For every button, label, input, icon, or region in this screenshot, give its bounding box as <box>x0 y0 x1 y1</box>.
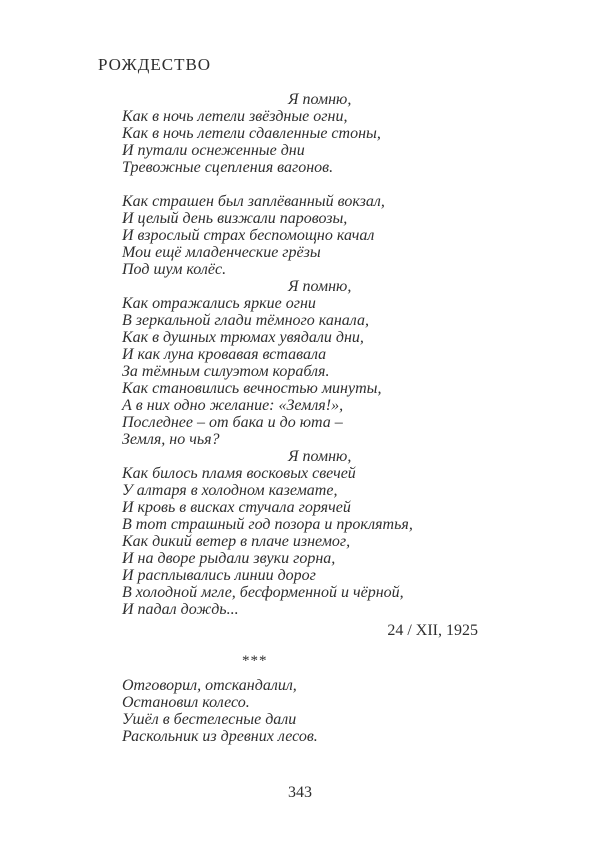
section-separator: *** <box>242 653 268 669</box>
poem-line: Мои ещё младенческие грёзы <box>122 244 321 261</box>
poem-line: И падал дождь... <box>122 601 239 618</box>
poem-line: А в них одно желание: «Земля!», <box>122 397 344 414</box>
poem-line: Как в душных трюмах увядали дни, <box>122 329 364 346</box>
poem-line: Остановил колесо. <box>122 694 250 711</box>
poem-line: Я помню, <box>288 91 352 108</box>
poem-line: В зеркальной глади тёмного канала, <box>122 312 369 329</box>
poem-line: Земля, но чья? <box>122 431 220 448</box>
poem-line: У алтаря в холодном каземате, <box>122 482 338 499</box>
poem-rozhdestvo-body <box>122 91 478 618</box>
poem-line: Как в ночь летели сдавленные стоны, <box>122 125 381 142</box>
poem-line: И на дворе рыдали звуки горна, <box>122 550 336 567</box>
poem-line: Как в ночь летели звёздные огни, <box>122 108 348 125</box>
poem-otgovoril-body <box>122 677 478 745</box>
page-content <box>122 91 478 745</box>
stanza <box>122 677 478 745</box>
poem-line: Последнее – от бака и до юта – <box>122 414 343 431</box>
poem-line: И кровь в висках стучала горячей <box>122 499 351 516</box>
poem-line: Я помню, <box>288 448 352 465</box>
poem-line: Как страшен был заплёванный вокзал, <box>122 193 385 210</box>
poem-line: И целый день визжали паровозы, <box>122 210 348 227</box>
poem-line: И расплывались линии дорог <box>122 567 316 584</box>
poem-line: В тот страшный год позора и проклятья, <box>122 516 413 533</box>
poem-line: Раскольник из древних лесов. <box>122 728 318 745</box>
poem-title: РОЖДЕСТВО <box>98 55 212 74</box>
poem-line: Как дикий ветер в плаче изнемог, <box>122 533 351 550</box>
stanza <box>122 91 478 176</box>
poem-line: Тревожные сцепления вагонов. <box>122 159 334 176</box>
stanza <box>122 193 478 618</box>
poem-line: Я помню, <box>288 278 352 295</box>
poem-line: И путали оснеженные дни <box>122 142 305 159</box>
poem-line: Ушёл в бестелесные дали <box>122 711 297 728</box>
poem-line: И как луна кровавая вставала <box>122 346 327 363</box>
poem-line: И взрослый страх беспомощно качал <box>122 227 375 244</box>
poem-line: Как становились вечностью минуты, <box>122 380 382 397</box>
poem-date: 24 / XII, 1925 <box>387 622 478 639</box>
poem-line: Отговорил, отскандалил, <box>122 677 297 694</box>
poem-line: Как отражались яркие огни <box>122 295 316 312</box>
poem-line: Под шум колёс. <box>122 261 227 278</box>
poem-line: Как билось пламя восковых свечей <box>122 465 356 482</box>
poem-line: За тёмным силуэтом корабля. <box>122 363 330 380</box>
page-number: 343 <box>288 784 312 801</box>
poem-line: В холодной мгле, бесформенной и чёрной, <box>122 584 404 601</box>
